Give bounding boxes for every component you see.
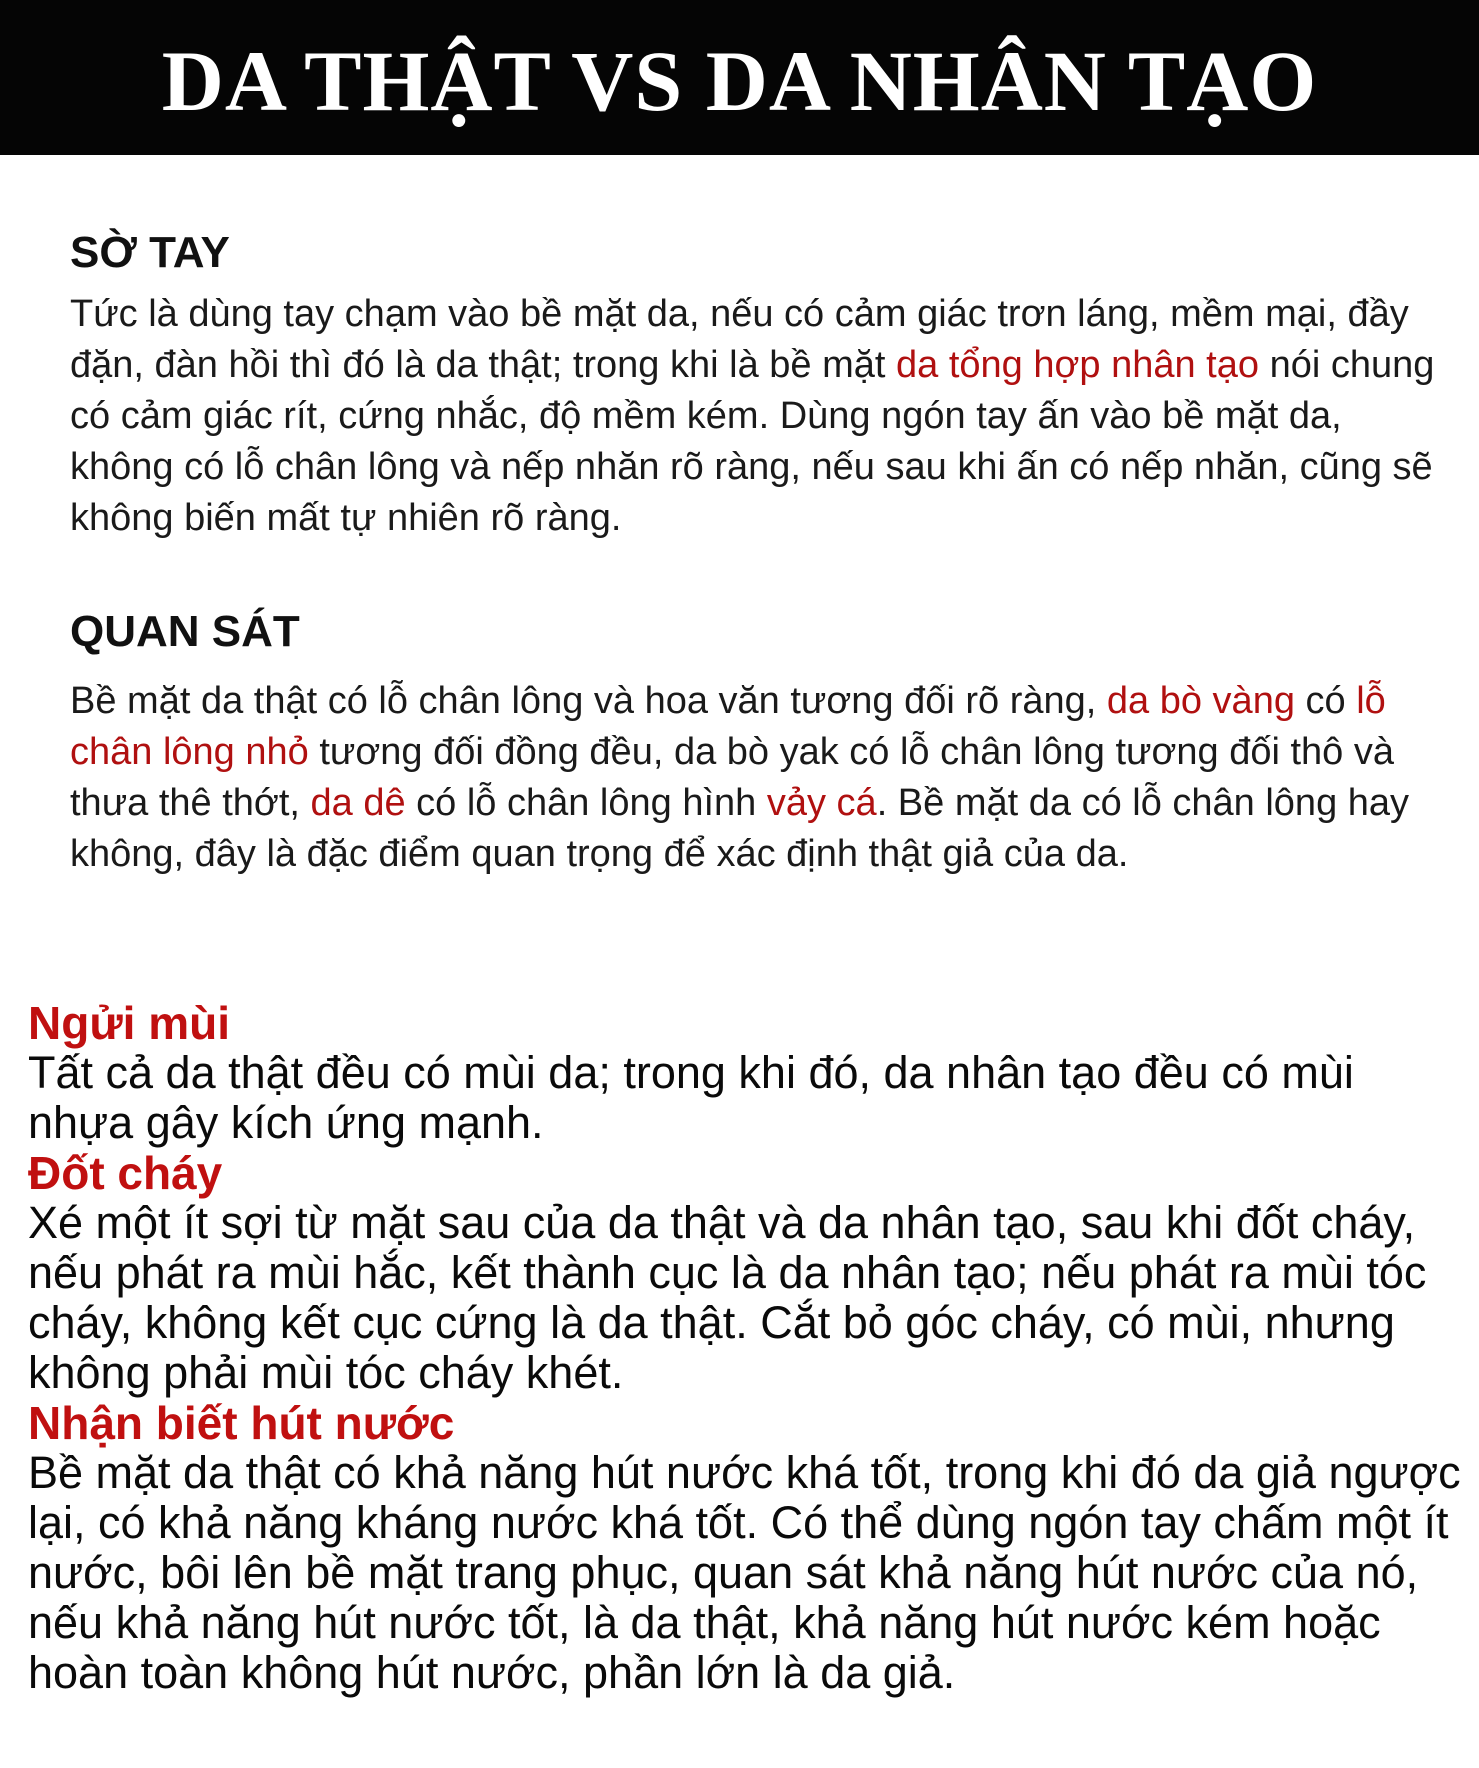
body-text-segment: tương đối đồng đều, da bò yak có lỗ chân lông tương đối thô và thưa thê thớt, [70, 730, 1394, 824]
highlight-da-de: da dê [310, 781, 406, 824]
section-so-tay [70, 228, 1450, 544]
section-body-dot-chay: Xé một ít sợi từ mặt sau của da thật và da nhân tạo, sau khi đốt cháy, nếu phát ra mùi hắc, kết thành cục là da nhân tạo; nếu phát ra mùi tóc cháy, không kết cục cứng là da thật. Cắt bỏ góc cháy, có mùi, nhưng không phải mùi tóc cháy khét. [28, 1197, 1427, 1398]
lower-sections [28, 998, 1468, 1698]
highlight-lo-chan-long-nho: lỗ chân lông nhỏ [70, 679, 1386, 773]
section-heading-hut-nuoc: Nhận biết hút nước [28, 1397, 455, 1449]
section-body-ngui-mui: Tất cả da thật đều có mùi da; trong khi đó, da nhân tạo đều có mùi nhựa gây kích ứng mạnh. [28, 1047, 1354, 1148]
section-body-hut-nuoc: Bề mặt da thật có khả năng hút nước khá tốt, trong khi đó da giả ngược lại, có khả năng kháng nước khá tốt. Có thể dùng ngón tay chấm một ít nước, bôi lên bề mặt trang phục, quan sát khả năng hút nước của nó, nếu khả năng hút nước tốt, là da thật, khả năng hút nước kém hoặc hoàn toàn không hút nước, phần lớn là da giả. [28, 1447, 1461, 1698]
body-text-segment: Bề mặt da thật có lỗ chân lông và hoa văn tương đối rõ ràng, [70, 679, 1107, 722]
section-heading-quan-sat: QUAN SÁT [70, 607, 300, 656]
body-text-segment: . Bề mặt da có lỗ chân lông hay không, đây là đặc điểm quan trọng để xác định thật giả của da. [70, 781, 1410, 875]
title-banner [0, 0, 1479, 155]
section-body-quan-sat [70, 676, 1450, 880]
section-heading-ngui-mui: Ngửi mùi [28, 997, 230, 1049]
body-text-segment: có lỗ chân lông hình [405, 781, 767, 824]
section-quan-sat [70, 607, 1450, 880]
body-text-segment: nói chung có cảm giác rít, cứng nhắc, độ mềm kém. Dùng ngón tay ấn vào bề mặt da, không có lỗ chân lông và nếp nhăn rõ ràng, nếu sau khi ấn có nếp nhăn, cũng sẽ không biến mất tự nhiên rõ ràng. [70, 343, 1435, 539]
highlight-vay-ca: vảy cá [766, 781, 877, 824]
body-text-segment: có [1294, 679, 1357, 722]
section-body-so-tay [70, 289, 1450, 544]
section-heading-so-tay: SỜ TAY [70, 228, 230, 277]
page-title: DA THẬT VS DA NHÂN TẠO [161, 32, 1318, 129]
highlight-da-bo-vang: da bò vàng [1106, 679, 1295, 722]
highlight-da-tong-hop-nhan-tao: da tổng hợp nhân tạo [896, 343, 1260, 386]
section-heading-dot-chay: Đốt cháy [28, 1147, 223, 1199]
body-text-segment: Tức là dùng tay chạm vào bề mặt da, nếu có cảm giác trơn láng, mềm mại, đầy đặn, đàn hồi thì đó là da thật; trong khi là bề mặt [70, 292, 1409, 386]
